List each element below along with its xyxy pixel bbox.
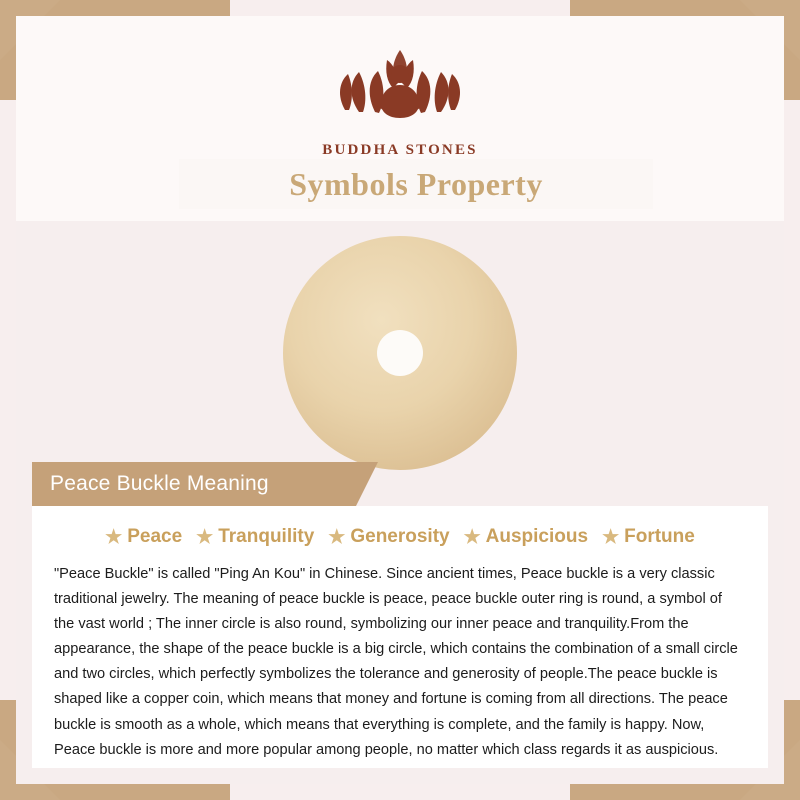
star-icon: ★ <box>105 526 123 548</box>
description-paragraph: "Peace Buckle" is called "Ping An Kou" in Chinese. Since ancient times, Peace buckle is a very classic traditional jewelry. The meaning of peace buckle is peace, peace buckle outer ring is round, a symbol of the vast world ; The inner circle is also round, symbolizing our inner peace and tranquility.From the appearance, the shape of the peace buckle is a big circle, which contains the combination of a small circle and two circles, which perfectly symbolizes the tolerance and generosity of people.The peace buckle is shaped like a copper coin, which means that money and fortune is coming from all directions. The peace buckle is smooth as a whole, which means that everything is complete, and the family is happy. Now, Peace buckle is more and more popular among people, no matter which class regards it as auspicious. <box>54 566 738 758</box>
star-icon: ★ <box>328 526 346 548</box>
keyword-item <box>196 526 314 548</box>
section-ribbon <box>32 462 356 506</box>
keyword-label: Auspicious <box>485 526 589 547</box>
page-title: Symbols Property <box>289 165 543 202</box>
keyword-item <box>105 526 182 548</box>
lotus-meditation-figure-icon <box>16 38 784 138</box>
page-title-band <box>179 159 653 209</box>
keyword-label: Peace <box>127 526 183 547</box>
illustration-area <box>16 221 784 466</box>
keyword-list <box>32 506 768 548</box>
star-icon: ★ <box>463 526 481 548</box>
keyword-item <box>464 526 588 548</box>
section-ribbon-label: Peace Buckle Meaning <box>50 472 269 495</box>
keyword-label: Generosity <box>350 526 450 547</box>
inner-frame <box>16 16 784 784</box>
star-icon: ★ <box>196 526 214 548</box>
keyword-label: Tranquility <box>218 526 315 547</box>
peace-buckle-hole <box>377 330 423 376</box>
content-panel <box>32 506 768 768</box>
star-icon: ★ <box>602 526 620 548</box>
brand-logo <box>16 38 784 159</box>
section-ribbon-tail <box>356 462 378 506</box>
keyword-item <box>328 526 449 548</box>
brand-name: BUDDHA STONES <box>322 142 478 158</box>
peace-buckle-disc <box>283 236 517 470</box>
keyword-item <box>602 526 695 548</box>
keyword-label: Fortune <box>624 526 695 547</box>
